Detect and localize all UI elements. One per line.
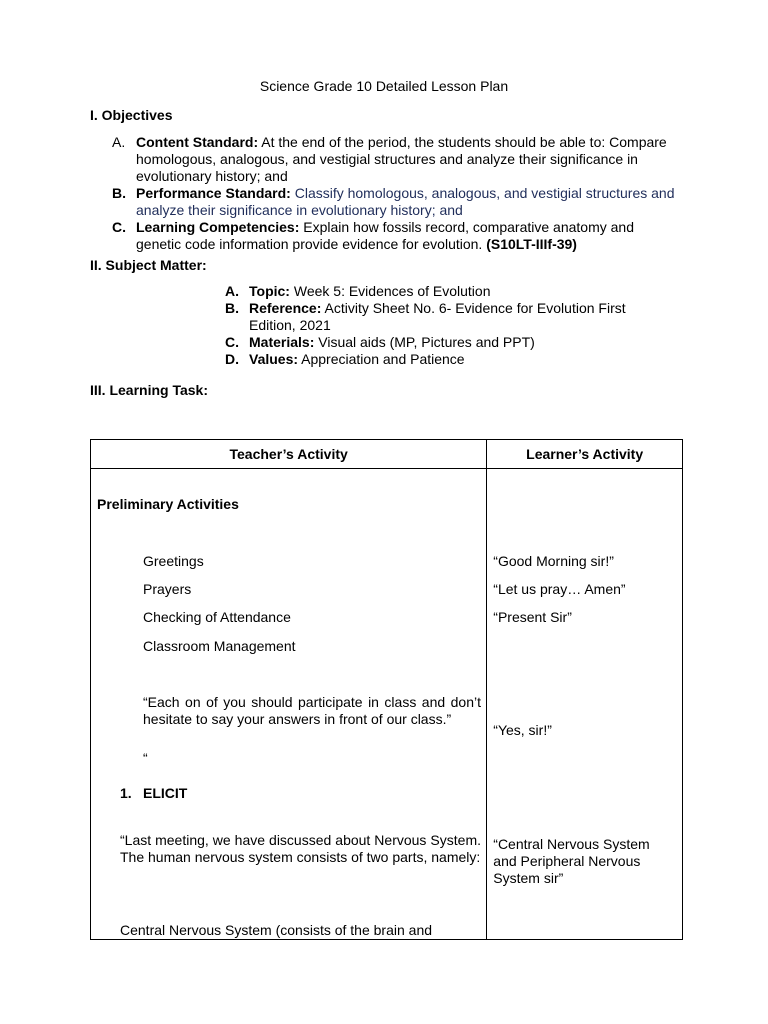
subject-reference (225, 300, 665, 334)
list-marker: A. (225, 283, 239, 299)
table-header-row (91, 440, 683, 469)
list-marker: A. (112, 134, 126, 150)
objective-learning-competencies (112, 219, 682, 253)
subject-label: Values: (249, 351, 299, 367)
response-greeting: “Good Morning sir!” (493, 553, 614, 569)
subject-topic (225, 283, 665, 300)
teacher-activity-header: Teacher’s Activity (91, 440, 487, 469)
objectives-list (112, 134, 682, 253)
learner-activity-cell (487, 469, 683, 940)
response-prayer: “Let us pray… Amen” (493, 581, 626, 597)
objective-label: Performance Standard: (136, 185, 291, 201)
subject-materials (225, 334, 665, 351)
response-nervous-system: “Central Nervous System and Peripheral Nervous System sir” (493, 836, 650, 886)
response-present: “Present Sir” (493, 609, 572, 625)
table-row (91, 469, 683, 940)
subject-text: Week 5: Evidences of Evolution (289, 283, 491, 299)
subject-label: Materials: (249, 334, 315, 350)
subject-label: Reference: (249, 300, 322, 316)
objective-label: Learning Competencies: (136, 219, 300, 235)
subject-matter-heading: II. Subject Matter: (90, 257, 207, 273)
cns-statement: Central Nervous System (consists of the brain and (120, 922, 433, 938)
list-marker: C. (225, 334, 239, 350)
objectives-heading: I. Objectives (90, 107, 173, 123)
objective-text: Explain how fossils record, comparative anatomy and genetic code information provide evidence for evolution. (136, 219, 634, 252)
objective-content-standard (112, 134, 682, 185)
greetings-text: Greetings (143, 553, 204, 569)
attendance-text: Checking of Attendance (143, 609, 291, 625)
subject-text: Visual aids (MP, Pictures and PPT) (314, 334, 535, 350)
preliminary-activities-heading: Preliminary Activities (97, 496, 239, 512)
competency-code: (S10LT-IIIf-39) (486, 236, 577, 252)
classroom-management-text: Classroom Management (143, 638, 296, 654)
list-marker: C. (112, 219, 126, 235)
elicit-number: 1. (120, 785, 132, 801)
objective-text: Classify homologous, analogous, and vestigial structures and analyze their significance in evolutionary history; and (136, 185, 675, 218)
subject-label: Topic: (249, 283, 290, 299)
objective-performance-standard (112, 185, 682, 219)
learner-activity-header: Learner’s Activity (487, 440, 683, 469)
elicit-heading: ELICIT (143, 785, 188, 801)
learning-task-heading: III. Learning Task: (90, 382, 208, 398)
teacher-activity-cell (91, 469, 487, 940)
participation-statement: “Each on of you should participate in class and don’t hesitate to say your answers in front of our class.” (143, 694, 481, 727)
response-yes: “Yes, sir!” (493, 722, 552, 738)
list-marker: B. (112, 185, 126, 201)
page-title: Science Grade 10 Detailed Lesson Plan (259, 78, 509, 94)
list-marker: B. (225, 300, 239, 316)
last-meeting-statement: “Last meeting, we have discussed about Nervous System. The human nervous system consists of two parts, namely: (120, 832, 481, 865)
objective-label: Content Standard: (136, 134, 259, 150)
prayers-text: Prayers (143, 581, 192, 597)
objective-text: At the end of the period, the students should be able to: Compare homologous, analogous, and vestigial structures and analyze their significance in evolutionary history; and (136, 134, 667, 184)
activity-table (90, 439, 683, 940)
subject-text: Appreciation and Patience (298, 351, 465, 367)
stray-quote-mark: “ (143, 750, 148, 766)
subject-matter-list (225, 283, 665, 368)
subject-values (225, 351, 665, 368)
list-marker: D. (225, 351, 239, 367)
subject-text: Activity Sheet No. 6- Evidence for Evolution First Edition, 2021 (249, 300, 626, 333)
